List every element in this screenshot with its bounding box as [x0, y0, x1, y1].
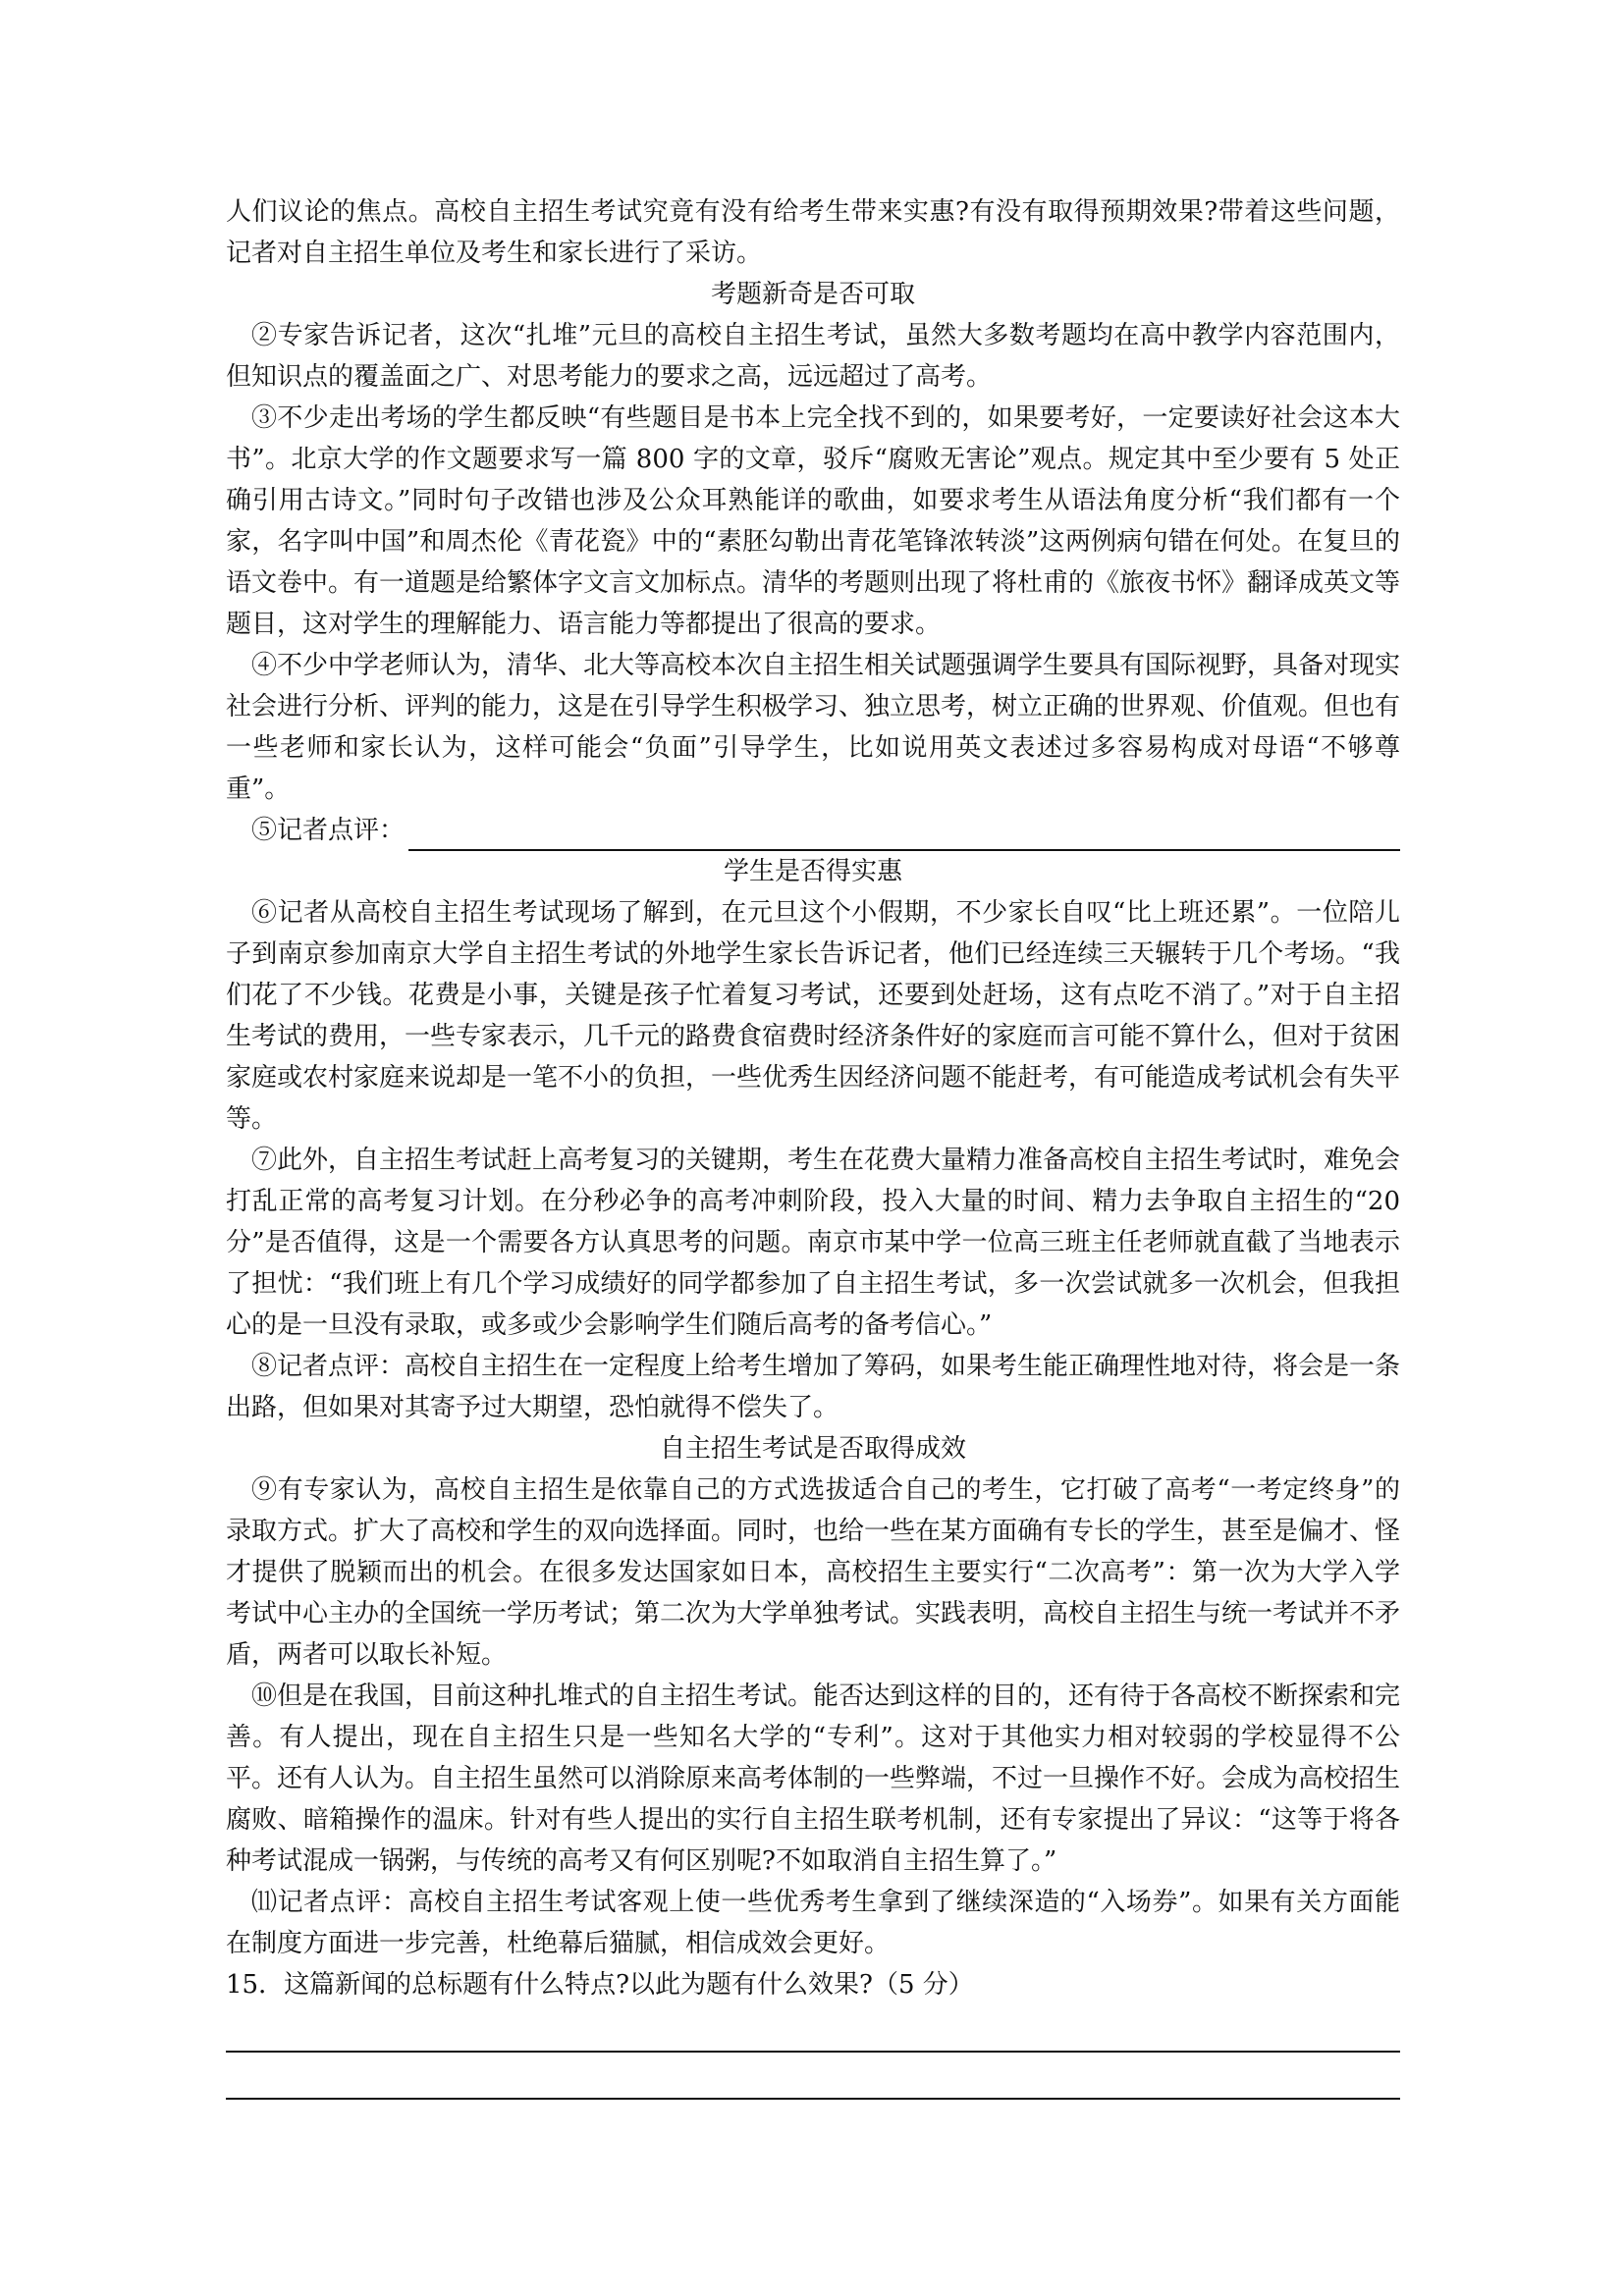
- paragraph-2: ②专家告诉记者，这次“扎堆”元旦的高校自主招生考试，虽然大多数考题均在高中教学内容范围内，但知识点的覆盖面之广、对思考能力的要求之高，远远超过了高考。: [226, 321, 1400, 392]
- paragraph-7: ⑦此外，自主招生考试赶上高考复习的关键期，考生在花费大量精力准备高校自主招生考试时，难免会打乱正常的高考复习计划。在分秒必争的高考冲刺阶段，投入大量的时间、精力去争取自主招生的“20 分”是否值得，这是一个需要各方认真思考的问题。南京市某中学一位高三班主任老师就直截了当地表示了担忧：“我们班上有几个学习成绩好的同学都参加了自主招生考试，多一次尝试就多一次机会，但我担心的是一旦没有录取，或多或少会影响学生们随后高考的备考信心。”: [226, 1146, 1401, 1340]
- paragraph-10: ⑩但是在我国，目前这种扎堆式的自主招生考试。能否达到这样的目的，还有待于各高校不断探索和完善。有人提出，现在自主招生只是一些知名大学的“专利”。这对于其他实力相对较弱的学校显得不公平。还有人认为。自主招生虽然可以消除原来高考体制的一些弊端，不过一旦操作不好。会成为高校招生腐败、暗箱操作的温床。针对有些人提出的实行自主招生联考机制，还有专家提出了异议：“这等于将各种考试混成一锅粥，与传统的高考又有何区别呢?不如取消自主招生算了。”: [226, 1682, 1401, 1876]
- paragraph-5-comment: [226, 810, 1400, 851]
- document-page: [226, 191, 1400, 2100]
- comment-label: ⑤记者点评：: [251, 816, 406, 845]
- paragraph-9: ⑨有专家认为，高校自主招生是依靠自己的方式选拔适合自己的考生，它打破了高考“一考定终身”的录取方式。扩大了高校和学生的双向选择面。同时，也给一些在某方面确有专长的学生，甚至是偏才、怪才提供了脱颖而出的机会。在很多发达国家如日本，高校招生主要实行“二次高考”：第一次为大学入学考试中心主办的全国统一学历考试；第二次为大学单独考试。实践表明，高校自主招生与统一考试并不矛盾，两者可以取长补短。: [226, 1475, 1401, 1670]
- section-heading-2: 学生是否得实惠: [723, 857, 902, 886]
- answer-line-1[interactable]: [226, 2005, 1400, 2053]
- section-heading-1: 考题新奇是否可取: [710, 280, 915, 309]
- article-intro: 人们议论的焦点。高校自主招生考试究竟有没有给考生带来实惠?有没有取得预期效果?带着这些问题，记者对自主招生单位及考生和家长进行了采访。: [226, 197, 1400, 268]
- paragraph-11: ⑾记者点评：高校自主招生考试客观上使一些优秀考生拿到了继续深造的“入场券”。如果有关方面能在制度方面进一步完善，杜绝幕后猫腻，相信成效会更好。: [226, 1888, 1400, 1958]
- paragraph-6: ⑥记者从高校自主招生考试现场了解到，在元旦这个小假期，不少家长自叹“比上班还累”。一位陪儿子到南京参加南京大学自主招生考试的外地学生家长告诉记者，他们已经连续三天辗转于几个考场。“我们花了不少钱。花费是小事，关键是孩子忙着复习考试，还要到处赶场，这有点吃不消了。”对于自主招生考试的费用，一些专家表示，几千元的路费食宿费时经济条件好的家庭而言可能不算什么，但对于贫困家庭或农村家庭来说却是一笔不小的负担，一些优秀生因经济问题不能赶考，有可能造成考试机会有失平等。: [226, 898, 1401, 1134]
- paragraph-4: ④不少中学老师认为，清华、北大等高校本次自主招生相关试题强调学生要具有国际视野，具备对现实社会进行分析、评判的能力，这是在引导学生积极学习、独立思考，树立正确的世界观、价值观。但也有一些老师和家长认为，这样可能会“负面”引导学生，比如说用英文表述过多容易构成对母语“不够尊重”。: [226, 651, 1401, 804]
- paragraph-3: ③不少走出考场的学生都反映“有些题目是书本上完全找不到的，如果要考好，一定要读好社会这本大书”。北京大学的作文题要求写一篇 800 字的文章，驳斥“腐败无害论”观点。规定其中至少要有 5 处正确引用古诗文。”同时句子改错也涉及公众耳熟能详的歌曲，如要求考生从语法角度分析“我们都有一个家，名字叫中国”和周杰伦《青花瓷》中的“素胚勾勒出青花笔锋浓转淡”这两例病句错在何处。在复旦的语文卷中。有一道题是给繁体字文言文加标点。清华的考题则出现了将杜甫的《旅夜书怀》翻译成英文等题目，这对学生的理解能力、语言能力等都提出了很高的要求。: [226, 403, 1401, 639]
- answer-line-2[interactable]: [226, 2053, 1400, 2100]
- question-15: 15．这篇新闻的总标题有什么特点?以此为题有什么效果?（5 分）: [226, 1970, 974, 2000]
- section-heading-3: 自主招生考试是否取得成效: [659, 1434, 966, 1464]
- paragraph-8: ⑧记者点评：高校自主招生在一定程度上给考生增加了筹码，如果考生能正确理性地对待，将会是一条出路，但如果对其寄予过大期望，恐怕就得不偿失了。: [226, 1352, 1401, 1422]
- answer-blank-line[interactable]: [408, 820, 1400, 851]
